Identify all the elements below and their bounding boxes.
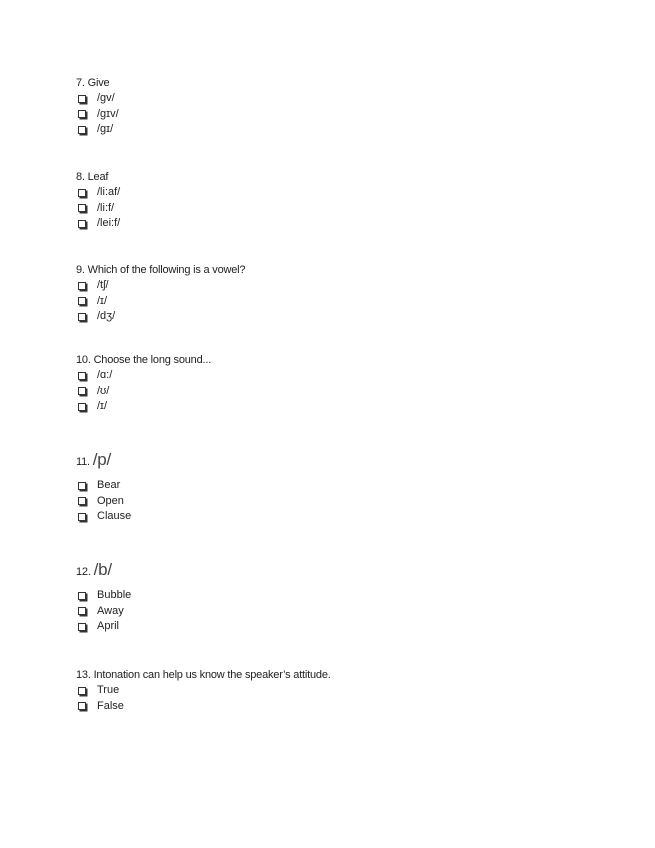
checkbox-icon[interactable] bbox=[78, 110, 86, 118]
checkbox-icon[interactable] bbox=[78, 702, 86, 710]
question-9-title bbox=[76, 263, 596, 278]
option[interactable] bbox=[76, 509, 596, 525]
option-label: /ɪ/ bbox=[97, 294, 108, 307]
option[interactable] bbox=[76, 699, 596, 715]
options-list bbox=[76, 278, 596, 325]
option[interactable] bbox=[76, 216, 596, 232]
option[interactable] bbox=[76, 494, 596, 510]
option-label: /lei:f/ bbox=[97, 217, 121, 229]
option-label: /li:f/ bbox=[97, 201, 115, 214]
checkbox-icon[interactable] bbox=[78, 220, 86, 228]
question-8-title bbox=[76, 170, 596, 185]
checkbox-icon[interactable] bbox=[78, 403, 86, 411]
option[interactable] bbox=[76, 294, 596, 310]
checkbox-icon[interactable] bbox=[78, 189, 86, 197]
question-number: 9. bbox=[76, 264, 85, 276]
option-label: /gv/ bbox=[97, 92, 115, 104]
option-label: /dʒ/ bbox=[97, 310, 116, 322]
option-label: /ɑ:/ bbox=[97, 369, 113, 381]
question-text: /b/ bbox=[93, 560, 112, 579]
question-8 bbox=[76, 170, 596, 232]
option[interactable] bbox=[76, 478, 596, 494]
option[interactable] bbox=[76, 399, 596, 415]
options-list bbox=[76, 683, 596, 714]
checkbox-icon[interactable] bbox=[78, 513, 86, 521]
option-label: /tʃ/ bbox=[97, 279, 109, 291]
options-list bbox=[76, 185, 596, 232]
question-10 bbox=[76, 353, 596, 415]
question-text: Intonation can help us know the speaker’s attitude. bbox=[93, 669, 331, 681]
option[interactable] bbox=[76, 309, 596, 325]
checkbox-icon[interactable] bbox=[78, 482, 86, 490]
options-list bbox=[76, 91, 596, 138]
checkbox-icon[interactable] bbox=[78, 126, 86, 134]
checkbox-icon[interactable] bbox=[78, 95, 86, 103]
question-number: 12. bbox=[76, 566, 91, 578]
checkbox-icon[interactable] bbox=[78, 592, 86, 600]
option-label: Away bbox=[97, 604, 124, 617]
option-label: Clause bbox=[97, 510, 132, 522]
checkbox-icon[interactable] bbox=[78, 313, 86, 321]
checkbox-icon[interactable] bbox=[78, 282, 86, 290]
question-13-title bbox=[76, 668, 596, 683]
question-13 bbox=[76, 668, 596, 714]
option-label: /ʊ/ bbox=[97, 384, 110, 397]
option[interactable] bbox=[76, 278, 596, 294]
question-9 bbox=[76, 263, 596, 325]
question-text: Give bbox=[87, 77, 110, 89]
checkbox-icon[interactable] bbox=[78, 204, 86, 212]
option-label: Open bbox=[97, 494, 124, 507]
checkbox-icon[interactable] bbox=[78, 387, 86, 395]
option[interactable] bbox=[76, 683, 596, 699]
option-label: False bbox=[97, 699, 124, 712]
option[interactable] bbox=[76, 122, 596, 138]
question-7 bbox=[76, 76, 596, 138]
question-7-title bbox=[76, 76, 596, 91]
question-number: 13. bbox=[76, 669, 91, 681]
option-label: Bear bbox=[97, 479, 121, 491]
checkbox-icon[interactable] bbox=[78, 687, 86, 695]
option[interactable] bbox=[76, 619, 596, 635]
option[interactable] bbox=[76, 107, 596, 123]
question-10-title bbox=[76, 353, 596, 368]
question-11-title bbox=[76, 449, 596, 473]
options-list bbox=[76, 478, 596, 525]
question-number: 10. bbox=[76, 354, 91, 366]
option-label: /gɪ/ bbox=[97, 123, 114, 135]
option-label: True bbox=[97, 684, 120, 696]
question-number: 11. bbox=[76, 456, 90, 468]
option[interactable] bbox=[76, 201, 596, 217]
question-text: Which of the following is a vowel? bbox=[87, 264, 246, 276]
option-label: April bbox=[97, 620, 120, 632]
question-text: /p/ bbox=[92, 450, 112, 469]
question-number: 8. bbox=[76, 171, 85, 183]
option-label: Bubble bbox=[97, 589, 132, 601]
option[interactable] bbox=[76, 185, 596, 201]
option[interactable] bbox=[76, 604, 596, 620]
checkbox-icon[interactable] bbox=[78, 297, 86, 305]
option[interactable] bbox=[76, 588, 596, 604]
option[interactable] bbox=[76, 368, 596, 384]
options-list bbox=[76, 588, 596, 635]
option-label: /gɪv/ bbox=[97, 107, 119, 120]
question-12 bbox=[76, 559, 596, 635]
question-number: 7. bbox=[76, 77, 85, 89]
option[interactable] bbox=[76, 91, 596, 107]
option[interactable] bbox=[76, 384, 596, 400]
question-text: Leaf bbox=[87, 171, 109, 183]
checkbox-icon[interactable] bbox=[78, 607, 86, 615]
question-11 bbox=[76, 449, 596, 525]
question-12-title bbox=[76, 559, 596, 583]
options-list bbox=[76, 368, 596, 415]
question-text: Choose the long sound... bbox=[93, 354, 212, 366]
checkbox-icon[interactable] bbox=[78, 497, 86, 505]
checkbox-icon[interactable] bbox=[78, 372, 86, 380]
checkbox-icon[interactable] bbox=[78, 623, 86, 631]
option-label: /li:af/ bbox=[97, 186, 121, 198]
option-label: /ɪ/ bbox=[97, 400, 108, 412]
